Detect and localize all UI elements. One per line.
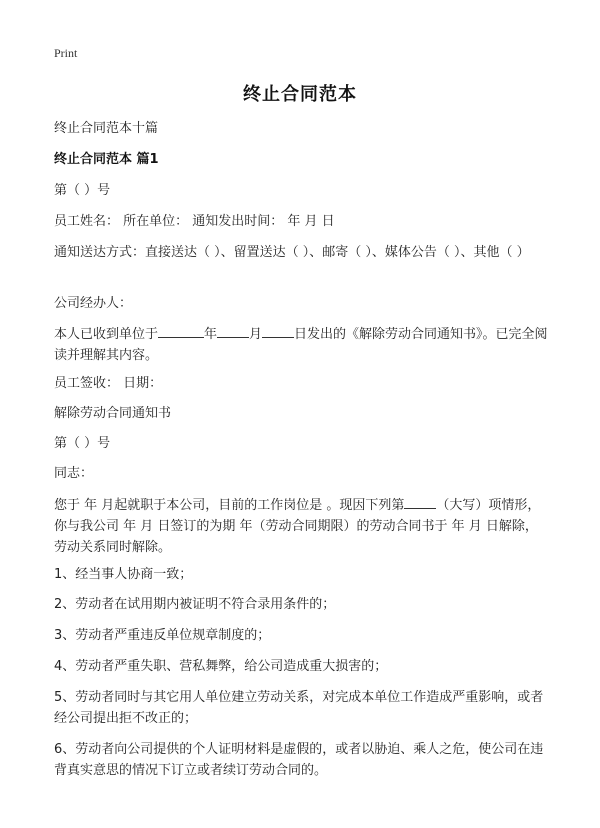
paragraph-body — [54, 494, 550, 558]
paragraph-number: 第（ ）号 — [54, 183, 111, 198]
paragraph-number-2: 第（ ）号 — [54, 436, 111, 451]
paragraph-employee-info: 员工姓名： 所在单位： 通知发出时间： 年 月 日 — [54, 214, 335, 229]
print-label: Print — [54, 46, 78, 60]
paragraph-comrade: 同志： — [54, 466, 94, 481]
list-item-4: 4、劳动者严重失职、营私舞弊，给公司造成重大损害的； — [54, 659, 388, 674]
paragraph-receipt — [54, 323, 550, 366]
list-item-6: 6、劳动者向公司提供的个人证明材料是虚假的，或者以胁迫、乘人之危，使公司在违背真实意思的情况下订立或者续订劳动合同的。 — [54, 742, 544, 778]
list-item-3: 3、劳动者严重违反单位规章制度的； — [54, 628, 271, 643]
body-text-b: （大写）项情形，你与我公司 年 月 日签订的为期 年（劳动合同期限）的劳动合同书于 年 月 日解除，劳动关系同时解除。 — [54, 498, 541, 555]
paragraph-company-agent: 公司经办人： — [54, 296, 133, 311]
document-subtitle: 终止合同范本十篇 — [54, 121, 159, 136]
blank-line — [404, 494, 436, 509]
blank-line — [158, 323, 204, 338]
receipt-text-c: 月 — [249, 327, 263, 342]
receipt-text-a: 本人已收到单位于 — [54, 327, 159, 342]
list-item-2: 2、劳动者在试用期内被证明不符合录用条件的； — [54, 597, 336, 612]
blank-line — [262, 323, 294, 338]
document-title: 终止合同范本 — [243, 84, 357, 105]
notice-title: 解除劳动合同通知书 — [54, 406, 172, 421]
blank-line — [217, 323, 249, 338]
list-item-1: 1、经当事人协商一致； — [54, 567, 193, 582]
body-text-a: 您于 年 月起就职于本公司，目前的工作岗位是 。现因下列第 — [54, 498, 405, 513]
list-item-5: 5、劳动者同时与其它用人单位建立劳动关系，对完成本单位工作造成严重影响，或者经公司提出拒不改正的； — [54, 690, 544, 726]
paragraph-sign: 员工签收： 日期： — [54, 376, 163, 391]
receipt-text-b: 年 — [204, 327, 218, 342]
section-title: 终止合同范本 篇1 — [54, 152, 159, 167]
receipt-text-d: 日发出的《解除劳动合同通知书》。已完全阅读并理解其内容。 — [54, 327, 548, 363]
paragraph-delivery-method: 通知送达方式：直接送达（ ）、留置送达（ ）、邮寄（ ）、媒体公告（ ）、其他（ ） — [54, 245, 530, 260]
